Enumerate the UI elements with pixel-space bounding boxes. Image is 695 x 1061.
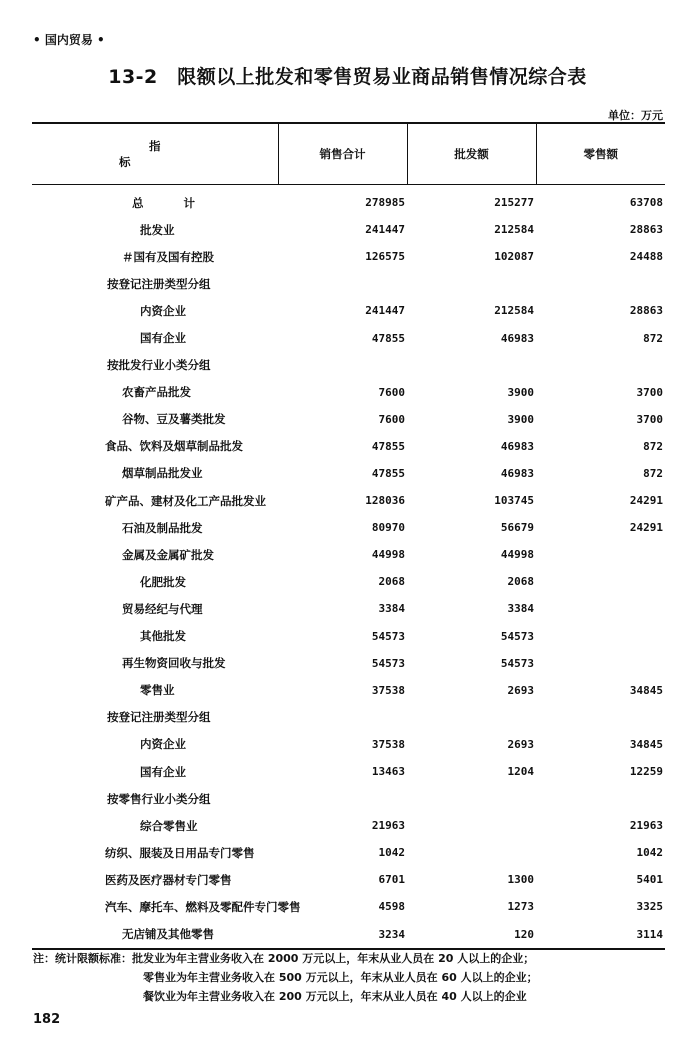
table-row [32, 270, 665, 297]
cell-sales-total: 47855 [371, 439, 405, 453]
page-number: 182 [33, 1012, 61, 1027]
cell-sales-total: 54573 [371, 629, 405, 643]
cell-sales-total: 3234 [278, 921, 407, 949]
cell-sales-total: 80970 [371, 521, 405, 535]
cell-retail [536, 785, 665, 812]
cell-retail [536, 541, 665, 568]
row-indicator-name: 食品、饮料及烟草制品批发 [105, 439, 243, 454]
cell-wholesale [407, 270, 536, 297]
cell-sales-total [278, 270, 407, 297]
cell-retail: 3114 [536, 921, 665, 949]
cell-retail [536, 650, 665, 677]
cell-retail: 24488 [629, 250, 663, 264]
cell-wholesale [407, 839, 536, 866]
cell-retail [536, 623, 665, 650]
cell-wholesale: 103745 [494, 494, 534, 508]
cell-wholesale: 212584 [494, 223, 534, 237]
cell-retail [536, 704, 665, 731]
row-indicator-name: 按零售行业小类分组 [107, 791, 211, 806]
cell-wholesale: 2693 [507, 737, 534, 751]
cell-wholesale: 3900 [507, 412, 534, 426]
cell-retail: 34845 [629, 737, 663, 751]
cell-wholesale: 46983 [500, 466, 534, 480]
table-row [32, 185, 665, 217]
table-row [32, 324, 665, 351]
table-row [32, 704, 665, 731]
row-indicator-name: 总计 [132, 195, 235, 210]
cell-wholesale: 1204 [507, 765, 534, 779]
cell-wholesale: 54573 [500, 629, 534, 643]
cell-sales-total: 47855 [371, 331, 405, 345]
cell-retail: 3700 [636, 385, 663, 399]
cell-wholesale [407, 812, 536, 839]
cell-sales-total: 13463 [371, 765, 405, 779]
row-indicator-name: 农畜产品批发 [122, 385, 191, 400]
cell-sales-total: 241447 [365, 304, 405, 318]
cell-wholesale: 215277 [494, 196, 534, 210]
cell-sales-total: 7600 [378, 412, 405, 426]
row-indicator-name: 汽车、摩托车、燃料及零配件专门零售 [105, 899, 301, 914]
column-header-indicator: 指 标 [32, 123, 278, 185]
cell-retail: 34845 [629, 683, 663, 697]
cell-sales-total: 3384 [378, 602, 405, 616]
table-row [32, 812, 665, 839]
cell-sales-total: 2068 [378, 575, 405, 589]
cell-wholesale: 1273 [507, 900, 534, 914]
row-indicator-name: 贸易经纪与代理 [122, 601, 203, 616]
row-indicator-name: 其他批发 [140, 629, 186, 644]
cell-retail: 872 [643, 331, 663, 345]
page-title: 13-2 限额以上批发和零售贸易业商品销售情况综合表 [108, 66, 587, 88]
footnote-line: 零售业为年主营业务收入在 500 万元以上，年末从业人员在 60 人以上的企业； [143, 971, 538, 984]
cell-wholesale: 3900 [507, 385, 534, 399]
cell-sales-total: 1042 [378, 846, 405, 860]
row-indicator-name: 综合零售业 [140, 818, 198, 833]
cell-sales-total: 47855 [371, 466, 405, 480]
cell-retail: 872 [643, 439, 663, 453]
row-indicator-name: 按登记注册类型分组 [107, 710, 211, 725]
cell-sales-total: 37538 [371, 683, 405, 697]
table-body [32, 185, 665, 949]
cell-wholesale [407, 785, 536, 812]
table-row [32, 406, 665, 433]
table-row [32, 595, 665, 622]
cell-sales-total: 37538 [371, 737, 405, 751]
row-indicator-name: 化肥批发 [140, 574, 186, 589]
cell-sales-total: 7600 [378, 385, 405, 399]
table-row [32, 758, 665, 785]
cell-wholesale: 46983 [500, 439, 534, 453]
cell-sales-total: 128036 [365, 494, 405, 508]
table-row [32, 921, 665, 949]
cell-wholesale: 120 [407, 921, 536, 949]
row-indicator-name: 国有企业 [140, 764, 186, 779]
table-row [32, 731, 665, 758]
row-indicator-name: 内资企业 [140, 737, 186, 752]
cell-retail: 5401 [636, 873, 663, 887]
cell-sales-total: 54573 [371, 656, 405, 670]
cell-retail [536, 352, 665, 379]
unit-label: 单位：万元 [608, 109, 663, 122]
cell-retail: 24291 [629, 494, 663, 508]
cell-sales-total: 241447 [365, 223, 405, 237]
cell-retail: 3325 [636, 900, 663, 914]
cell-retail [536, 595, 665, 622]
cell-wholesale: 46983 [500, 331, 534, 345]
cell-wholesale [407, 352, 536, 379]
table-header-row [32, 123, 665, 185]
cell-sales-total [278, 352, 407, 379]
cell-wholesale: 2693 [507, 683, 534, 697]
row-indicator-name: 医药及医疗器材专门零售 [105, 872, 232, 887]
cell-sales-total [278, 785, 407, 812]
row-indicator-name: 按批发行业小类分组 [107, 358, 211, 373]
cell-wholesale: 44998 [500, 548, 534, 562]
row-indicator-name: 国有企业 [140, 331, 186, 346]
cell-wholesale: 56679 [500, 521, 534, 535]
cell-sales-total: 278985 [365, 196, 405, 210]
cell-wholesale: 212584 [494, 304, 534, 318]
table-row [32, 487, 665, 514]
cell-wholesale: 3384 [507, 602, 534, 616]
footnote-line: 注：统计限额标准：批发业为年主营业务收入在 2000 万元以上，年末从业人员在 20 人以上的企业； [33, 952, 535, 965]
cell-retail: 1042 [636, 846, 663, 860]
table-row [32, 433, 665, 460]
table-row [32, 297, 665, 324]
sales-table [32, 122, 665, 950]
column-header-wholesale: 批发额 [407, 123, 536, 185]
row-indicator-name: 再生物资回收与批发 [122, 656, 226, 671]
row-indicator-name: 按登记注册类型分组 [107, 276, 211, 291]
cell-retail: 28863 [629, 304, 663, 318]
table-row [32, 866, 665, 893]
table-row [32, 460, 665, 487]
table-row [32, 839, 665, 866]
cell-wholesale: 1300 [507, 873, 534, 887]
table-row [32, 650, 665, 677]
row-indicator-name: 内资企业 [140, 303, 186, 318]
table-row [32, 623, 665, 650]
table-row [32, 243, 665, 270]
cell-wholesale: 54573 [500, 656, 534, 670]
cell-sales-total: 126575 [365, 250, 405, 264]
cell-sales-total: 44998 [371, 548, 405, 562]
table-row [32, 677, 665, 704]
row-indicator-name: 石油及制品批发 [122, 520, 203, 535]
table-row [32, 216, 665, 243]
row-indicator-name: 无店铺及其他零售 [32, 921, 278, 949]
cell-retail: 24291 [629, 521, 663, 535]
cell-wholesale: 102087 [494, 250, 534, 264]
row-indicator-name: 烟草制品批发业 [122, 466, 203, 481]
row-indicator-name: 金属及金属矿批发 [122, 547, 214, 562]
row-indicator-name: 批发业 [140, 222, 175, 237]
row-indicator-name: 矿产品、建材及化工产品批发业 [105, 493, 266, 508]
table-row [32, 514, 665, 541]
table-row [32, 352, 665, 379]
section-tag: • 国内贸易 • [33, 33, 105, 47]
cell-sales-total: 4598 [378, 900, 405, 914]
cell-retail: 872 [643, 466, 663, 480]
row-indicator-name: 纺织、服装及日用品专门零售 [105, 845, 255, 860]
footnote-line: 餐饮业为年主营业务收入在 200 万元以上，年末从业人员在 40 人以上的企业 [143, 990, 527, 1003]
row-indicator-name: 零售业 [140, 683, 175, 698]
cell-retail: 28863 [629, 223, 663, 237]
cell-wholesale [407, 704, 536, 731]
cell-sales-total: 6701 [378, 873, 405, 887]
cell-sales-total [278, 704, 407, 731]
table-row [32, 785, 665, 812]
column-header-retail: 零售额 [536, 123, 665, 185]
row-indicator-name: 谷物、豆及薯类批发 [122, 412, 226, 427]
cell-retail [536, 270, 665, 297]
column-header-total: 销售合计 [278, 123, 407, 185]
table-row [32, 893, 665, 920]
cell-retail: 21963 [629, 819, 663, 833]
cell-retail: 3700 [636, 412, 663, 426]
table-row [32, 541, 665, 568]
row-indicator-name: ＃国有及国有控股 [122, 249, 214, 264]
table-row [32, 568, 665, 595]
cell-retail: 12259 [629, 765, 663, 779]
cell-retail [536, 568, 665, 595]
cell-wholesale: 2068 [507, 575, 534, 589]
cell-sales-total: 21963 [371, 819, 405, 833]
footnote [33, 949, 538, 1006]
table-row [32, 379, 665, 406]
cell-retail: 63708 [629, 196, 663, 210]
